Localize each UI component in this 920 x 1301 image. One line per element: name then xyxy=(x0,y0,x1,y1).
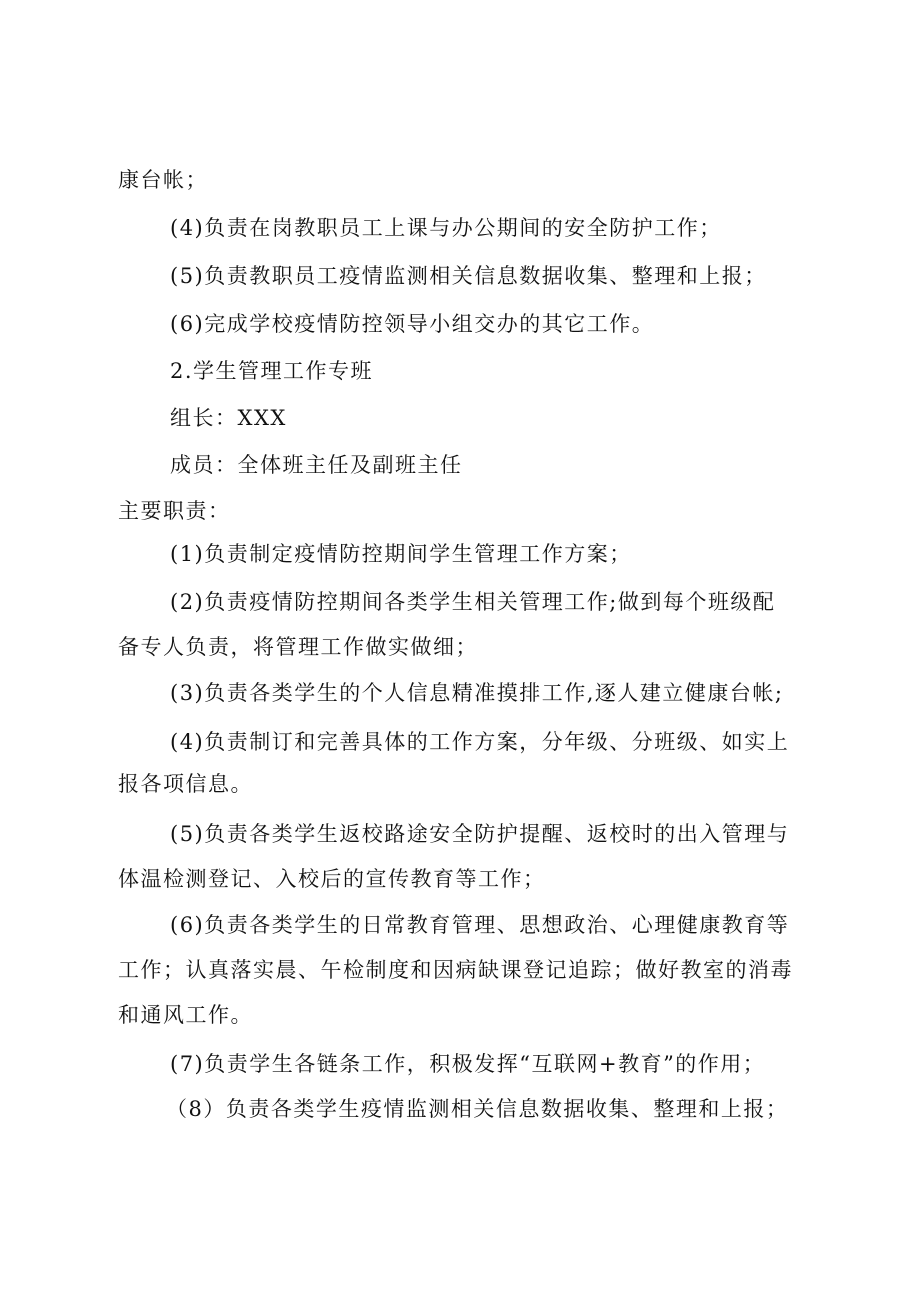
group-members: 成员：全体班主任及副班主任 xyxy=(170,453,463,477)
student-duty-3: (3)负责各类学生的个人信息精准摸排工作,逐人建立健康台帐; xyxy=(170,681,784,705)
student-duty-1: (1)负责制定疫情防控期间学生管理工作方案； xyxy=(170,542,632,566)
duty-item-6: (6)完成学校疫情防控领导小组交办的其它工作。 xyxy=(170,312,655,336)
student-duty-2-cont: 备专人负责，将管理工作做实做细； xyxy=(118,635,478,659)
duty-item-4: (4)负责在岗教职员工上课与办公期间的安全防护工作； xyxy=(170,216,722,240)
student-duty-5-cont: 体温检测登记、入校后的宣传教育等工作； xyxy=(118,867,546,891)
duties-heading: 主要职责： xyxy=(118,499,231,523)
group-leader: 组长：XXX xyxy=(170,406,287,430)
student-duty-5: (5)负责各类学生返校路途安全防护提醒、返校时的出入管理与 xyxy=(170,822,790,846)
student-duty-6: (6)负责各类学生的日常教育管理、思想政治、心理健康教育等 xyxy=(170,913,790,937)
student-duty-4: (4)负责制订和完善具体的工作方案，分年级、分班级、如实上 xyxy=(170,730,790,754)
student-duty-6-cont2: 和通风工作。 xyxy=(118,1003,253,1027)
text-line-continuation: 康台帐； xyxy=(118,168,208,192)
student-duty-4-cont: 报各项信息。 xyxy=(118,772,253,796)
student-duty-7: (7)负责学生各链条工作，积极发挥“互联网+教育”的作用； xyxy=(170,1052,766,1076)
section-heading: 2.学生管理工作专班 xyxy=(170,359,374,383)
duty-item-5: (5)负责教职员工疫情监测相关信息数据收集、整理和上报； xyxy=(170,264,767,288)
student-duty-2: (2)负责疫情防控期间各类学生相关管理工作;做到每个班级配 xyxy=(170,590,776,614)
student-duty-8: （8）负责各类学生疫情监测相关信息数据收集、整理和上报； xyxy=(166,1097,789,1121)
student-duty-6-cont: 工作；认真落实晨、午检制度和因病缺课登记追踪；做好教室的消毒 xyxy=(118,958,793,982)
